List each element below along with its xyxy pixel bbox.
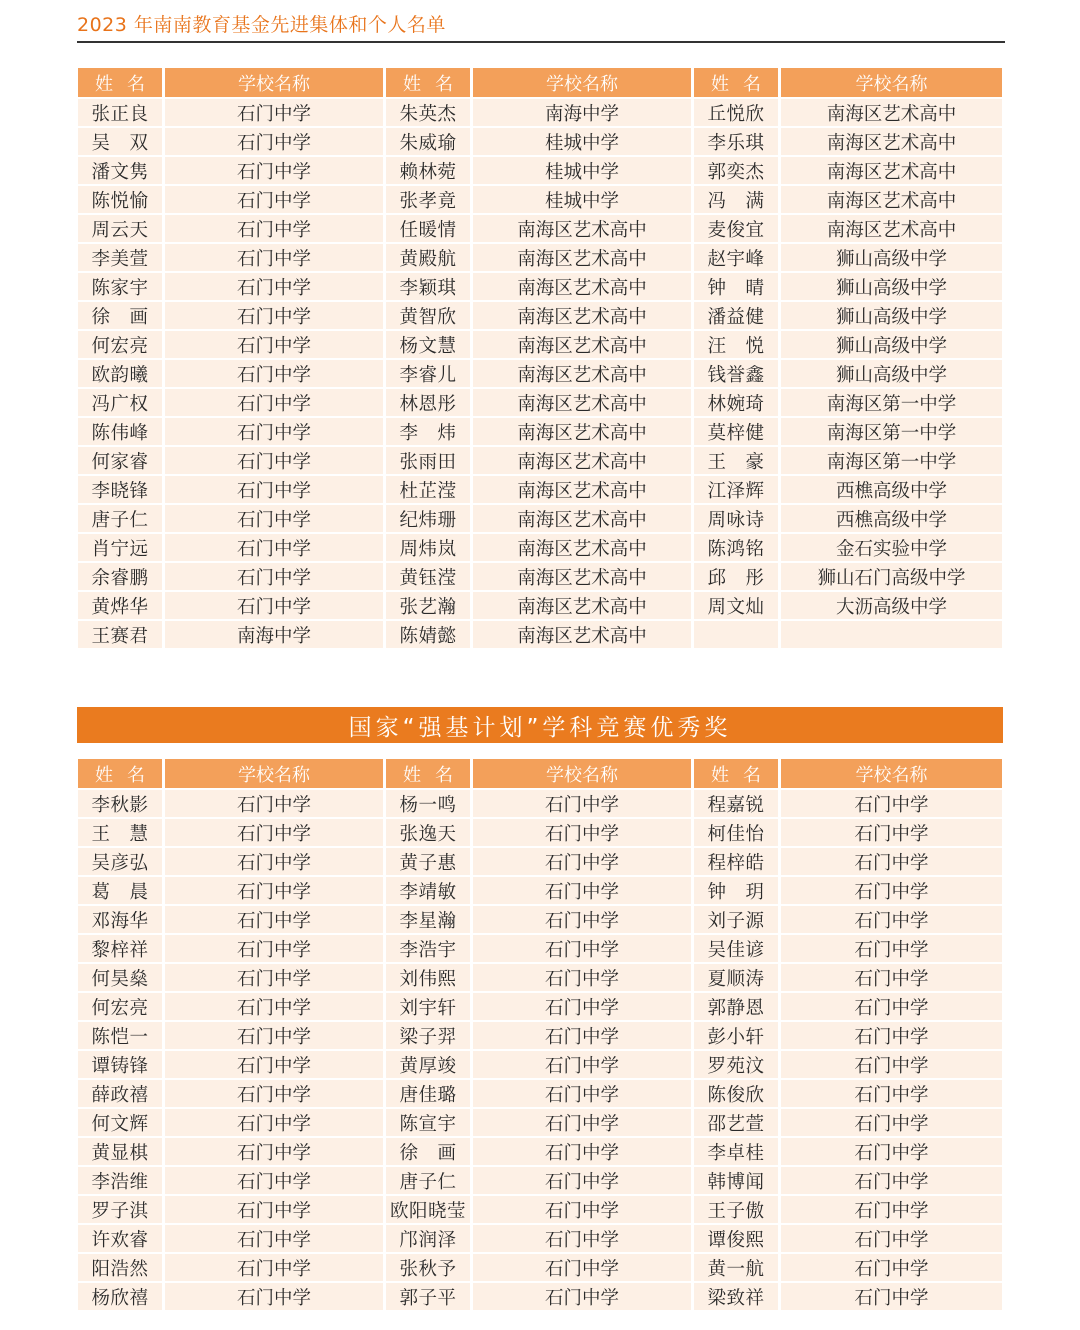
school-name-cell: 石门中学 — [165, 534, 386, 563]
student-name-cell: 欧韵曦 — [78, 360, 165, 389]
student-name-cell — [694, 621, 781, 650]
school-name-cell: 南海区艺术高中 — [473, 534, 694, 563]
student-name-cell: 赖林菀 — [386, 157, 473, 186]
school-name-cell: 石门中学 — [165, 1109, 386, 1138]
school-name-cell: 石门中学 — [473, 848, 694, 877]
table-row — [78, 157, 1002, 186]
student-name-cell: 杨文慧 — [386, 331, 473, 360]
school-name-cell: 南海区第一中学 — [781, 418, 1002, 447]
school-name-cell: 石门中学 — [165, 1022, 386, 1051]
school-name-cell: 南海区艺术高中 — [781, 186, 1002, 215]
school-name-cell: 石门中学 — [165, 1051, 386, 1080]
column-header-name: 姓名 — [386, 759, 473, 790]
school-name-cell: 石门中学 — [165, 563, 386, 592]
student-name-cell: 陈恺一 — [78, 1022, 165, 1051]
student-name-cell: 何宏亮 — [78, 993, 165, 1022]
school-name-cell: 桂城中学 — [473, 186, 694, 215]
column-header-school: 学校名称 — [473, 759, 694, 790]
student-name-cell: 徐 画 — [78, 302, 165, 331]
column-header-school: 学校名称 — [473, 68, 694, 99]
school-name-cell: 石门中学 — [165, 819, 386, 848]
student-name-cell: 黄显棋 — [78, 1138, 165, 1167]
student-name-cell: 谭铸锋 — [78, 1051, 165, 1080]
school-name-cell: 大沥高级中学 — [781, 592, 1002, 621]
student-name-cell: 冯 满 — [694, 186, 781, 215]
school-name-cell: 狮山石门高级中学 — [781, 563, 1002, 592]
student-name-cell: 阳浩然 — [78, 1254, 165, 1283]
student-name-cell: 吴彦弘 — [78, 848, 165, 877]
student-name-cell: 潘益健 — [694, 302, 781, 331]
student-name-cell: 郭奕杰 — [694, 157, 781, 186]
school-name-cell: 石门中学 — [781, 1022, 1002, 1051]
header-rule — [77, 41, 1005, 43]
student-name-cell: 冯广权 — [78, 389, 165, 418]
column-header-school: 学校名称 — [165, 68, 386, 99]
student-name-cell: 程梓皓 — [694, 848, 781, 877]
student-name-cell: 唐子仁 — [78, 505, 165, 534]
school-name-cell: 石门中学 — [165, 1138, 386, 1167]
school-name-cell: 石门中学 — [165, 215, 386, 244]
page-header-title: 2023 年南南教育基金先进集体和个人名单 — [77, 14, 446, 36]
school-name-cell: 石门中学 — [473, 1254, 694, 1283]
student-name-cell: 李乐琪 — [694, 128, 781, 157]
student-name-cell: 江泽辉 — [694, 476, 781, 505]
student-name-cell: 陈伟峰 — [78, 418, 165, 447]
column-header-school: 学校名称 — [165, 759, 386, 790]
school-name-cell: 石门中学 — [165, 592, 386, 621]
school-name-cell — [781, 621, 1002, 650]
school-name-cell: 石门中学 — [781, 790, 1002, 819]
school-name-cell: 石门中学 — [165, 1167, 386, 1196]
school-name-cell: 石门中学 — [165, 157, 386, 186]
student-name-cell: 黎梓祥 — [78, 935, 165, 964]
school-name-cell: 南海区艺术高中 — [781, 128, 1002, 157]
table-row — [78, 1283, 1002, 1312]
table-row — [78, 418, 1002, 447]
school-name-cell: 石门中学 — [165, 389, 386, 418]
school-name-cell: 南海区艺术高中 — [473, 418, 694, 447]
student-name-cell: 钟 玥 — [694, 877, 781, 906]
column-header-name: 姓名 — [78, 68, 165, 99]
student-name-cell: 潘文隽 — [78, 157, 165, 186]
table-row — [78, 964, 1002, 993]
column-header-name: 姓名 — [694, 68, 781, 99]
school-name-cell: 石门中学 — [781, 848, 1002, 877]
student-name-cell: 刘子源 — [694, 906, 781, 935]
table-row — [78, 877, 1002, 906]
student-name-cell: 李靖敏 — [386, 877, 473, 906]
student-name-cell: 陈家宇 — [78, 273, 165, 302]
student-name-cell: 林恩彤 — [386, 389, 473, 418]
student-name-cell: 何昊燊 — [78, 964, 165, 993]
table-row — [78, 128, 1002, 157]
table-row — [78, 1225, 1002, 1254]
student-name-cell: 柯佳怡 — [694, 819, 781, 848]
school-name-cell: 石门中学 — [781, 1138, 1002, 1167]
table-row — [78, 935, 1002, 964]
student-name-cell: 谭俊熙 — [694, 1225, 781, 1254]
student-name-cell: 王 慧 — [78, 819, 165, 848]
school-name-cell: 南海区艺术高中 — [473, 360, 694, 389]
student-name-cell: 李美萱 — [78, 244, 165, 273]
school-name-cell: 石门中学 — [165, 128, 386, 157]
school-name-cell: 石门中学 — [781, 1254, 1002, 1283]
school-name-cell: 石门中学 — [165, 1080, 386, 1109]
school-name-cell: 石门中学 — [781, 1167, 1002, 1196]
school-name-cell: 石门中学 — [165, 476, 386, 505]
school-name-cell: 南海区艺术高中 — [473, 244, 694, 273]
column-header-school: 学校名称 — [781, 759, 1002, 790]
table-row — [78, 563, 1002, 592]
school-name-cell: 南海区艺术高中 — [781, 99, 1002, 128]
school-name-cell: 狮山高级中学 — [781, 273, 1002, 302]
school-name-cell: 石门中学 — [165, 1283, 386, 1312]
school-name-cell: 石门中学 — [473, 906, 694, 935]
table-row — [78, 389, 1002, 418]
table-row — [78, 534, 1002, 563]
student-name-cell: 陈宣宇 — [386, 1109, 473, 1138]
table-row — [78, 993, 1002, 1022]
student-name-cell: 赵宇峰 — [694, 244, 781, 273]
student-name-cell: 张雨田 — [386, 447, 473, 476]
student-name-cell: 钱誉鑫 — [694, 360, 781, 389]
student-name-cell: 李睿儿 — [386, 360, 473, 389]
school-name-cell: 桂城中学 — [473, 157, 694, 186]
table-row — [78, 302, 1002, 331]
school-name-cell: 石门中学 — [473, 790, 694, 819]
student-name-cell: 林婉琦 — [694, 389, 781, 418]
school-name-cell: 西樵高级中学 — [781, 476, 1002, 505]
table-row — [78, 331, 1002, 360]
student-name-cell: 唐子仁 — [386, 1167, 473, 1196]
student-name-cell: 张艺瀚 — [386, 592, 473, 621]
student-name-cell: 郭子平 — [386, 1283, 473, 1312]
school-name-cell: 石门中学 — [165, 186, 386, 215]
school-name-cell: 南海区艺术高中 — [473, 592, 694, 621]
student-name-cell: 陈悦愉 — [78, 186, 165, 215]
student-name-cell: 黄一航 — [694, 1254, 781, 1283]
table-row — [78, 244, 1002, 273]
student-name-cell: 朱威瑜 — [386, 128, 473, 157]
student-name-cell: 郭静恩 — [694, 993, 781, 1022]
school-name-cell: 石门中学 — [165, 906, 386, 935]
table-row — [78, 476, 1002, 505]
school-name-cell: 石门中学 — [781, 1225, 1002, 1254]
school-name-cell: 南海区艺术高中 — [473, 273, 694, 302]
school-name-cell: 石门中学 — [165, 1254, 386, 1283]
school-name-cell: 石门中学 — [165, 418, 386, 447]
school-name-cell: 石门中学 — [781, 1283, 1002, 1312]
school-name-cell: 石门中学 — [781, 993, 1002, 1022]
school-name-cell: 石门中学 — [473, 1283, 694, 1312]
student-name-cell: 李卓桂 — [694, 1138, 781, 1167]
school-name-cell: 南海区艺术高中 — [781, 157, 1002, 186]
student-name-cell: 许欢睿 — [78, 1225, 165, 1254]
school-name-cell: 石门中学 — [781, 964, 1002, 993]
school-name-cell: 石门中学 — [165, 302, 386, 331]
table-row — [78, 621, 1002, 650]
table-row — [78, 360, 1002, 389]
school-name-cell: 石门中学 — [165, 447, 386, 476]
table-row — [78, 1051, 1002, 1080]
school-name-cell: 南海区艺术高中 — [781, 215, 1002, 244]
school-name-cell: 狮山高级中学 — [781, 302, 1002, 331]
school-name-cell: 石门中学 — [473, 1022, 694, 1051]
school-name-cell: 石门中学 — [165, 964, 386, 993]
student-name-cell: 邓海华 — [78, 906, 165, 935]
student-name-cell: 李颖琪 — [386, 273, 473, 302]
student-name-cell: 黄智欣 — [386, 302, 473, 331]
student-name-cell: 张逸天 — [386, 819, 473, 848]
student-name-cell: 徐 画 — [386, 1138, 473, 1167]
table-row — [78, 505, 1002, 534]
student-name-cell: 黄殿航 — [386, 244, 473, 273]
school-name-cell: 南海区艺术高中 — [473, 505, 694, 534]
school-name-cell: 石门中学 — [473, 1080, 694, 1109]
school-name-cell: 桂城中学 — [473, 128, 694, 157]
school-name-cell: 石门中学 — [473, 935, 694, 964]
student-name-cell: 欧阳晓莹 — [386, 1196, 473, 1225]
student-name-cell: 葛 晨 — [78, 877, 165, 906]
school-name-cell: 南海区第一中学 — [781, 389, 1002, 418]
table-row — [78, 906, 1002, 935]
student-name-cell: 程嘉锐 — [694, 790, 781, 819]
student-name-cell: 陈婧懿 — [386, 621, 473, 650]
school-name-cell: 石门中学 — [781, 819, 1002, 848]
school-name-cell: 石门中学 — [781, 1051, 1002, 1080]
student-name-cell: 王 豪 — [694, 447, 781, 476]
school-name-cell: 南海区艺术高中 — [473, 302, 694, 331]
school-name-cell: 石门中学 — [781, 1109, 1002, 1138]
table-row — [78, 1196, 1002, 1225]
student-name-cell: 杨欣禧 — [78, 1283, 165, 1312]
student-name-cell: 邵艺萱 — [694, 1109, 781, 1138]
table-row — [78, 1167, 1002, 1196]
school-name-cell: 石门中学 — [165, 360, 386, 389]
table-row — [78, 1022, 1002, 1051]
school-name-cell: 石门中学 — [165, 331, 386, 360]
school-name-cell: 石门中学 — [165, 1225, 386, 1254]
school-name-cell: 南海区艺术高中 — [473, 563, 694, 592]
school-name-cell: 石门中学 — [165, 877, 386, 906]
table-row — [78, 1138, 1002, 1167]
student-name-cell: 王子傲 — [694, 1196, 781, 1225]
table-row — [78, 848, 1002, 877]
column-header-name: 姓名 — [694, 759, 781, 790]
student-name-cell: 黄烨华 — [78, 592, 165, 621]
school-name-cell: 石门中学 — [165, 848, 386, 877]
section-banner-qiangji-award: 国家“强基计划”学科竞赛优秀奖 — [77, 707, 1003, 743]
student-name-cell: 杜芷滢 — [386, 476, 473, 505]
school-name-cell: 石门中学 — [165, 993, 386, 1022]
student-name-cell: 肖宁远 — [78, 534, 165, 563]
school-name-cell: 石门中学 — [473, 877, 694, 906]
student-name-cell: 王赛君 — [78, 621, 165, 650]
school-name-cell: 石门中学 — [781, 877, 1002, 906]
school-name-cell: 南海区艺术高中 — [473, 389, 694, 418]
table-row — [78, 99, 1002, 128]
student-name-cell: 梁子羿 — [386, 1022, 473, 1051]
student-name-cell: 梁致祥 — [694, 1283, 781, 1312]
student-name-cell: 丘悦欣 — [694, 99, 781, 128]
student-name-cell: 李浩维 — [78, 1167, 165, 1196]
student-name-cell: 张正良 — [78, 99, 165, 128]
table-row — [78, 215, 1002, 244]
school-name-cell: 石门中学 — [165, 244, 386, 273]
student-name-cell: 李星瀚 — [386, 906, 473, 935]
school-name-cell: 石门中学 — [473, 1167, 694, 1196]
school-name-cell: 石门中学 — [165, 790, 386, 819]
student-name-cell: 黄子惠 — [386, 848, 473, 877]
school-name-cell: 金石实验中学 — [781, 534, 1002, 563]
student-name-cell: 黄厚竣 — [386, 1051, 473, 1080]
school-name-cell: 石门中学 — [781, 1080, 1002, 1109]
student-name-cell: 周炜岚 — [386, 534, 473, 563]
student-name-cell: 周云天 — [78, 215, 165, 244]
school-name-cell: 南海区艺术高中 — [473, 447, 694, 476]
school-name-cell: 石门中学 — [473, 819, 694, 848]
school-name-cell: 狮山高级中学 — [781, 360, 1002, 389]
student-name-cell: 唐佳璐 — [386, 1080, 473, 1109]
school-name-cell: 石门中学 — [165, 273, 386, 302]
student-name-cell: 夏顺涛 — [694, 964, 781, 993]
column-header-school: 学校名称 — [781, 68, 1002, 99]
school-name-cell: 西樵高级中学 — [781, 505, 1002, 534]
student-name-cell: 杨一鸣 — [386, 790, 473, 819]
student-name-cell: 吴 双 — [78, 128, 165, 157]
school-name-cell: 石门中学 — [165, 505, 386, 534]
student-name-cell: 罗苑汶 — [694, 1051, 781, 1080]
school-name-cell: 石门中学 — [473, 1138, 694, 1167]
school-name-cell: 南海区艺术高中 — [473, 621, 694, 650]
table-row — [78, 1080, 1002, 1109]
student-name-cell: 张孝竟 — [386, 186, 473, 215]
student-name-cell: 周文灿 — [694, 592, 781, 621]
table-row — [78, 819, 1002, 848]
student-name-cell: 陈俊欣 — [694, 1080, 781, 1109]
student-name-cell: 刘宇轩 — [386, 993, 473, 1022]
school-name-cell: 南海区第一中学 — [781, 447, 1002, 476]
student-name-cell: 韩博闻 — [694, 1167, 781, 1196]
student-name-cell: 罗子淇 — [78, 1196, 165, 1225]
student-name-cell: 周咏诗 — [694, 505, 781, 534]
school-name-cell: 南海区艺术高中 — [473, 215, 694, 244]
student-name-cell: 张秋予 — [386, 1254, 473, 1283]
student-name-cell: 何家睿 — [78, 447, 165, 476]
table-row — [78, 1109, 1002, 1138]
student-name-cell: 邝润泽 — [386, 1225, 473, 1254]
table-row — [78, 273, 1002, 302]
school-name-cell: 石门中学 — [165, 99, 386, 128]
student-name-cell: 钟 晴 — [694, 273, 781, 302]
student-name-cell: 任暖情 — [386, 215, 473, 244]
school-name-cell: 石门中学 — [473, 964, 694, 993]
student-name-cell: 余睿鹏 — [78, 563, 165, 592]
student-name-cell: 吴佳谚 — [694, 935, 781, 964]
student-name-cell: 纪炜珊 — [386, 505, 473, 534]
school-name-cell: 狮山高级中学 — [781, 244, 1002, 273]
student-name-cell: 李秋影 — [78, 790, 165, 819]
school-name-cell: 南海中学 — [473, 99, 694, 128]
school-name-cell: 石门中学 — [165, 1196, 386, 1225]
student-name-cell: 莫梓健 — [694, 418, 781, 447]
table-row — [78, 592, 1002, 621]
student-name-cell: 彭小轩 — [694, 1022, 781, 1051]
table-row — [78, 1254, 1002, 1283]
student-name-cell: 薛政禧 — [78, 1080, 165, 1109]
student-name-cell: 麦俊宜 — [694, 215, 781, 244]
school-name-cell: 石门中学 — [473, 1109, 694, 1138]
school-name-cell: 石门中学 — [165, 935, 386, 964]
student-name-cell: 汪 悦 — [694, 331, 781, 360]
column-header-name: 姓名 — [78, 759, 165, 790]
student-name-cell: 李浩宇 — [386, 935, 473, 964]
school-name-cell: 石门中学 — [781, 906, 1002, 935]
school-name-cell: 石门中学 — [473, 1196, 694, 1225]
column-header-name: 姓名 — [386, 68, 473, 99]
school-name-cell: 南海区艺术高中 — [473, 476, 694, 505]
school-name-cell: 南海中学 — [165, 621, 386, 650]
student-name-cell: 李 炜 — [386, 418, 473, 447]
school-name-cell: 石门中学 — [781, 1196, 1002, 1225]
school-name-cell: 南海区艺术高中 — [473, 331, 694, 360]
student-name-cell: 李晓锋 — [78, 476, 165, 505]
school-name-cell: 石门中学 — [781, 935, 1002, 964]
school-name-cell: 石门中学 — [473, 993, 694, 1022]
table-row — [78, 790, 1002, 819]
student-name-cell: 邱 彤 — [694, 563, 781, 592]
award-roster-table-top — [78, 68, 1002, 650]
school-name-cell: 狮山高级中学 — [781, 331, 1002, 360]
student-name-cell: 朱英杰 — [386, 99, 473, 128]
student-name-cell: 何文辉 — [78, 1109, 165, 1138]
student-name-cell: 何宏亮 — [78, 331, 165, 360]
school-name-cell: 石门中学 — [473, 1225, 694, 1254]
table-row — [78, 447, 1002, 476]
student-name-cell: 黄钰滢 — [386, 563, 473, 592]
table-row — [78, 186, 1002, 215]
student-name-cell: 陈鸿铭 — [694, 534, 781, 563]
award-roster-table-bottom — [78, 759, 1002, 1312]
school-name-cell: 石门中学 — [473, 1051, 694, 1080]
student-name-cell: 刘伟熙 — [386, 964, 473, 993]
